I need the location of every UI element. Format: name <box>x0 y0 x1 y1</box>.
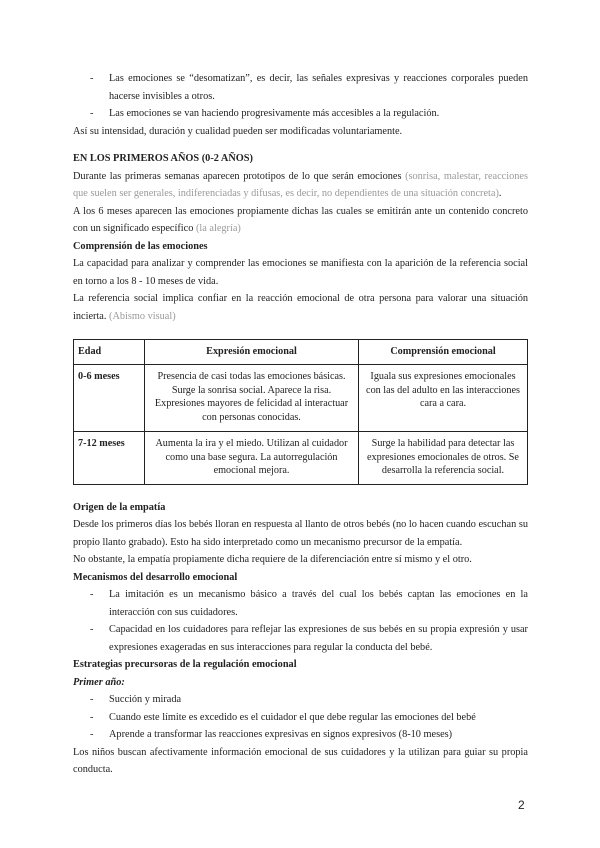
list-item: - La imitación es un mecanismo básico a través del cual los bebés captan las emociones en la interacción con sus cuidadores. <box>73 586 528 621</box>
list-item: - Capacidad en los cuidadores para reflejar las expresiones de sus bebés en su propia expresión y usar expresiones exageradas en sus interacciones para regular la conducta del bebé. <box>73 621 528 656</box>
cell-age: 7-12 meses <box>74 431 145 484</box>
grey-note: (Abismo visual) <box>109 310 176 322</box>
list-item: - Cuando este límite es excedido es el cuidador el que debe regular las emociones del bebé <box>73 709 528 727</box>
intro-bullet-list <box>73 70 528 123</box>
paragraph-text: Durante las primeras semanas aparecen prototipos de lo que serán emociones <box>73 170 402 182</box>
list-item: - Las emociones se “desomatizan”, es decir, las señales expresivas y reacciones corporales pueden hacerse invisibles a otros. <box>73 70 528 105</box>
empatia-heading: Origen de la empatía <box>73 501 166 513</box>
document-page <box>73 70 528 779</box>
paragraph-capacidad: La capacidad para analizar y comprender las emociones se manifiesta con la aparición de la referencia social en torno a los 8 - 10 meses de vida. <box>73 258 528 287</box>
intro-closing: Así su intensidad, duración y cualidad pueden ser modificadas voluntariamente. <box>73 125 403 137</box>
paragraph-referencia <box>73 290 528 325</box>
header-expresion: Expresión emocional <box>145 340 359 365</box>
mecanismos-bullet-list <box>73 586 528 656</box>
page-number: 2 <box>518 798 525 812</box>
primer-ano-bullet-list <box>73 691 528 744</box>
cell-expresion: Presencia de casi todas las emociones básicas. Surge la sonrisa social. Aparece la risa. Expresiones mayores de felicidad al interactuar con personas conocidas. <box>145 364 359 431</box>
mecanismos-heading: Mecanismos del desarrollo emocional <box>73 571 238 583</box>
paragraph-prototypes <box>73 168 528 203</box>
header-edad: Edad <box>74 340 145 365</box>
paragraph-punct: . <box>498 188 502 199</box>
paragraph-text: A los 6 meses aparecen las emociones propiamente dichas las cuales se emitirán ante un contenido concreto con un significado específico <box>73 205 528 234</box>
comprension-heading: Comprensión de las emociones <box>73 240 208 252</box>
closing-paragraph: Los niños buscan afectivamente información emocional de sus cuidadores y la utilizan para guiar su propia conducta. <box>73 746 528 776</box>
paragraph-empatia-1: Desde los primeros días los bebés lloran en respuesta al llanto de otros bebés (no lo hacen cuando escuchan su propio llanto grabado). Esto ha sido interpretado como un mecanismo precursor de la empatía. <box>73 519 528 548</box>
table-row <box>74 364 528 431</box>
grey-note: (sonrisa, malestar, reacciones que suelen ser generales, indiferenciadas y difusas, es decir, no dependientes de una situación concreta) <box>73 170 528 199</box>
section-title: EN LOS PRIMEROS AÑOS (0-2 AÑOS) <box>73 153 253 164</box>
cell-age: 0-6 meses <box>74 364 145 431</box>
paragraph-text: La referencia social implica confiar en la reacción emocional de otra persona para valorar una situación incierta. <box>73 293 528 322</box>
list-item: - Aprende a transformar las reacciones expresivas en signos expresivos (8-10 meses) <box>73 726 528 744</box>
primer-ano-subheading: Primer año: <box>73 676 125 688</box>
grey-note: (la alegría) <box>195 223 241 234</box>
estrategias-heading: Estrategias precursoras de la regulación emocional <box>73 659 297 671</box>
paragraph-six-months <box>73 203 528 238</box>
cell-comprension: Surge la habilidad para detectar las expresiones emocionales de otros. Se desarrolla la referencia social. <box>359 431 528 484</box>
list-item: - Las emociones se van haciendo progresivamente más accesibles a la regulación. <box>73 105 528 123</box>
header-comprension: Comprensión emocional <box>359 340 528 365</box>
cell-expresion: Aumenta la ira y el miedo. Utilizan al cuidador como una base segura. La autorregulación emocional mejora. <box>145 431 359 484</box>
list-item: - Succión y mirada <box>73 691 528 709</box>
paragraph-empatia-2: No obstante, la empatía propiamente dicha requiere de la diferenciación entre sí mismo y el otro. <box>73 554 472 566</box>
table-header-row <box>74 340 528 365</box>
cell-comprension: Iguala sus expresiones emocionales con las del adulto en las interacciones cara a cara. <box>359 364 528 431</box>
emotions-table <box>73 339 528 485</box>
table-row <box>74 431 528 484</box>
